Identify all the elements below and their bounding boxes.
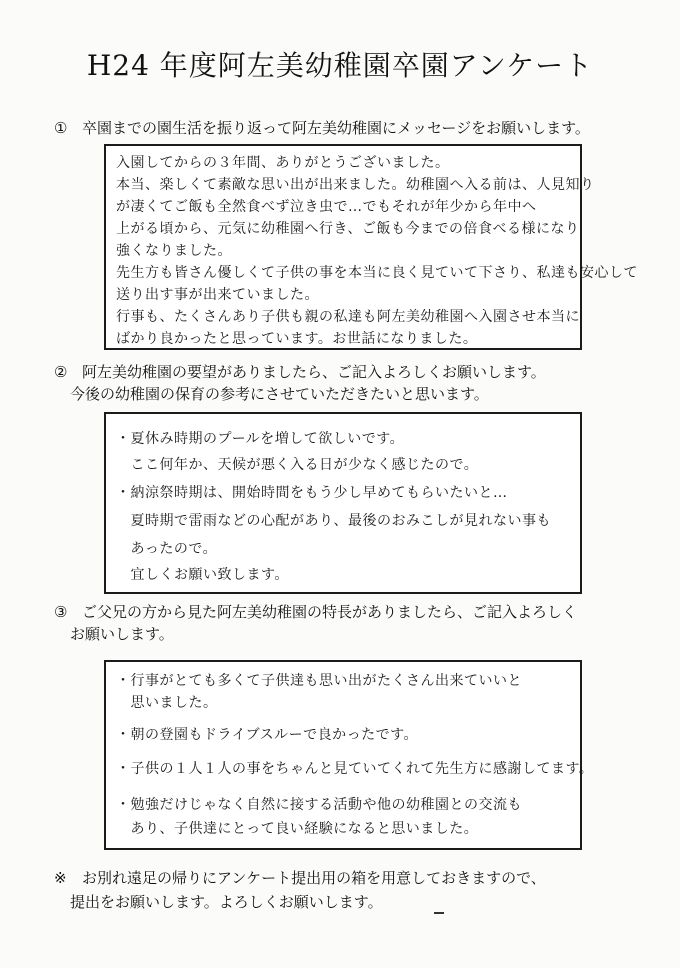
answer-box-3[interactable]: [104, 660, 594, 850]
question-1-number: ①: [54, 119, 68, 137]
question-1: [54, 118, 590, 138]
answer-1-line: ばかり良かったと思っています。お世話になりました。: [116, 331, 478, 347]
answer-2-line: 夏時期で雷雨などの心配があり、最後のおみこしが見れない事も: [116, 513, 551, 529]
footer-note: [54, 868, 546, 888]
note-mark: ※: [54, 869, 67, 887]
question-2-subtext: 今後の幼稚園の保育の参考にさせていただきたいと思います。: [70, 385, 489, 403]
answer-1-line: 行事も、たくさんあり子供も親の私達も阿左美幼稚園へ入園させ本当に: [116, 309, 580, 325]
answer-1-line: 上がる頃から、元気に幼稚園へ行き、ご飯も今までの倍食べる様になり: [116, 221, 580, 237]
question-1-text: 卒園までの園生活を振り返って阿左美幼稚園にメッセージをお願いします。: [82, 119, 590, 137]
answer-3-line: 思いました。: [116, 695, 218, 711]
answer-2-line: ・納涼祭時期は、開始時間をもう少し早めてもらいたいと…: [116, 485, 508, 501]
answer-2-line: ・夏休み時期のプールを増して欲しいです。: [116, 431, 405, 447]
answer-3-line: ・行事がとても多くて子供達も思い出がたくさん出来ていいと: [116, 673, 522, 689]
note-line-2: 提出をお願いします。よろしくお願いします。: [70, 893, 383, 911]
answer-2-line: あったので。: [116, 541, 218, 557]
answer-1-line: 強くなりました。: [116, 243, 232, 259]
answer-3-line: あり、子供達にとって良い経験になると思いました。: [116, 821, 479, 837]
note-line-1: お別れ遠足の帰りにアンケート提出用の箱を用意しておきますので、: [82, 869, 546, 887]
question-2-text: 阿左美幼稚園の要望がありましたら、ご記入よろしくお願いします。: [82, 363, 546, 381]
question-3-text: ご父兄の方から見た阿左美幼稚園の特長がありましたら、ご記入よろしく: [82, 603, 578, 621]
question-3-number: ③: [54, 603, 68, 621]
question-2: [54, 362, 546, 382]
answer-1-line: 入園してからの３年間、ありがとうございました。: [116, 155, 450, 171]
answer-3-line: ・勉強だけじゃなく自然に接する活動や他の幼稚園との交流も: [116, 797, 522, 813]
answer-1-line: 送り出す事が出来ていました。: [116, 287, 319, 303]
answer-2-line: ここ何年か、天候が悪く入る日が少なく感じたので。: [116, 457, 479, 473]
question-3-subtext: お願いします。: [70, 625, 174, 643]
answer-box-2[interactable]: [104, 412, 582, 594]
answer-3-line: ・子供の１人１人の事をちゃんと見ていてくれて先生方に感謝してます。: [116, 761, 594, 777]
page-title: H24 年度阿左美幼稚園卒園アンケート: [86, 49, 594, 82]
question-2-number: ②: [54, 363, 68, 381]
answer-2-line: 宜しくお願い致します。: [116, 567, 289, 583]
answer-box-1[interactable]: [104, 144, 638, 350]
answer-1-line: 先生方も皆さん優しくて子供の事を本当に良く見ていて下さり、私達も安心して: [116, 265, 638, 281]
stray-mark: [434, 912, 444, 914]
question-3: [54, 602, 577, 622]
answer-1-line: 本当、楽しくて素敵な思い出が出来ました。幼稚園へ入る前は、人見知り: [116, 177, 595, 193]
answer-3-line: ・朝の登園もドライブスルーで良かったです。: [116, 727, 418, 743]
answer-1-line: が凄くてご飯も全然食べず泣き虫で…でもそれが年少から年中へ: [116, 199, 537, 215]
